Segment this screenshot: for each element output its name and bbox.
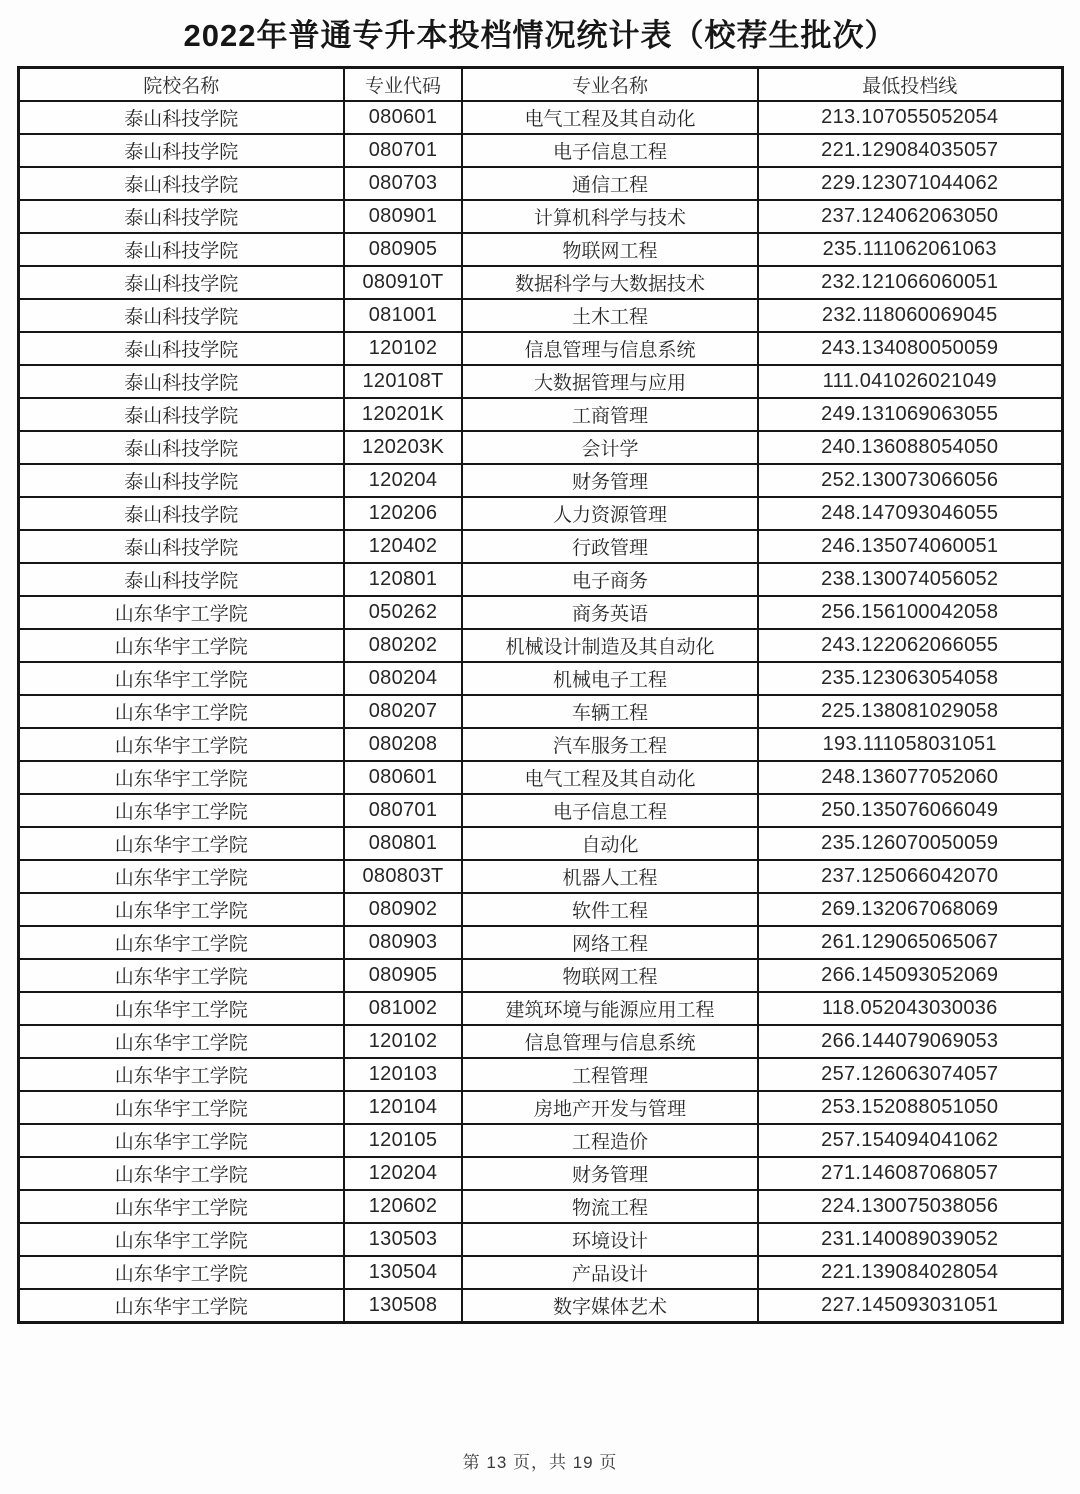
min-score-cell: 261.129065065067	[758, 926, 1062, 959]
min-score-cell: 235.123063054058	[758, 662, 1062, 695]
table-row	[18, 299, 1062, 332]
major-code-cell: 120102	[344, 1025, 462, 1058]
major-name-cell: 电子商务	[462, 563, 758, 596]
table-row	[18, 563, 1062, 596]
min-score-cell: 221.129084035057	[758, 134, 1062, 167]
major-code-cell: 120104	[344, 1091, 462, 1124]
major-code-cell: 120103	[344, 1058, 462, 1091]
institution-name-cell: 山东华宇工学院	[18, 1025, 344, 1058]
table-row	[18, 1256, 1062, 1289]
min-score-cell: 111.041026021049	[758, 365, 1062, 398]
min-score-cell: 246.135074060051	[758, 530, 1062, 563]
institution-name-cell: 泰山科技学院	[18, 101, 344, 134]
major-code-cell: 120204	[344, 464, 462, 497]
major-name-cell: 物联网工程	[462, 233, 758, 266]
major-name-cell: 信息管理与信息系统	[462, 1025, 758, 1058]
institution-name-cell: 山东华宇工学院	[18, 596, 344, 629]
major-name-cell: 数据科学与大数据技术	[462, 266, 758, 299]
major-name-cell: 工程造价	[462, 1124, 758, 1157]
min-score-cell: 269.132067068069	[758, 893, 1062, 926]
min-score-cell: 235.111062061063	[758, 233, 1062, 266]
header-min-score-line: 最低投档线	[758, 68, 1062, 102]
major-name-cell: 机械电子工程	[462, 662, 758, 695]
table-row	[18, 1124, 1062, 1157]
table-row	[18, 992, 1062, 1025]
institution-name-cell: 山东华宇工学院	[18, 1058, 344, 1091]
institution-name-cell: 山东华宇工学院	[18, 893, 344, 926]
major-code-cell: 130504	[344, 1256, 462, 1289]
min-score-cell: 229.123071044062	[758, 167, 1062, 200]
major-code-cell: 120602	[344, 1190, 462, 1223]
major-code-cell: 130503	[344, 1223, 462, 1256]
institution-name-cell: 泰山科技学院	[18, 266, 344, 299]
major-name-cell: 人力资源管理	[462, 497, 758, 530]
min-score-cell: 237.125066042070	[758, 860, 1062, 893]
major-code-cell: 050262	[344, 596, 462, 629]
min-score-cell: 240.136088054050	[758, 431, 1062, 464]
institution-name-cell: 泰山科技学院	[18, 431, 344, 464]
major-code-cell: 080703	[344, 167, 462, 200]
table-row	[18, 794, 1062, 827]
major-code-cell: 080910T	[344, 266, 462, 299]
institution-name-cell: 泰山科技学院	[18, 233, 344, 266]
major-name-cell: 大数据管理与应用	[462, 365, 758, 398]
table-row	[18, 167, 1062, 200]
table-row	[18, 464, 1062, 497]
major-name-cell: 工程管理	[462, 1058, 758, 1091]
table-row	[18, 431, 1062, 464]
min-score-cell: 193.111058031051	[758, 728, 1062, 761]
table-row	[18, 662, 1062, 695]
table-row	[18, 365, 1062, 398]
major-code-cell: 120204	[344, 1157, 462, 1190]
institution-name-cell: 山东华宇工学院	[18, 1223, 344, 1256]
major-name-cell: 机器人工程	[462, 860, 758, 893]
major-code-cell: 080204	[344, 662, 462, 695]
institution-name-cell: 山东华宇工学院	[18, 794, 344, 827]
major-name-cell: 工商管理	[462, 398, 758, 431]
table-row	[18, 1091, 1062, 1124]
table-row	[18, 1058, 1062, 1091]
major-name-cell: 通信工程	[462, 167, 758, 200]
min-score-cell: 266.144079069053	[758, 1025, 1062, 1058]
major-code-cell: 120108T	[344, 365, 462, 398]
table-header-row	[18, 68, 1062, 102]
major-code-cell: 130508	[344, 1289, 462, 1323]
min-score-cell: 248.136077052060	[758, 761, 1062, 794]
institution-name-cell: 山东华宇工学院	[18, 695, 344, 728]
table-row	[18, 629, 1062, 662]
min-score-cell: 257.154094041062	[758, 1124, 1062, 1157]
major-code-cell: 081002	[344, 992, 462, 1025]
institution-name-cell: 山东华宇工学院	[18, 728, 344, 761]
table-row	[18, 827, 1062, 860]
table-row	[18, 398, 1062, 431]
institution-name-cell: 山东华宇工学院	[18, 761, 344, 794]
table-row	[18, 761, 1062, 794]
institution-name-cell: 山东华宇工学院	[18, 1289, 344, 1323]
table-row	[18, 530, 1062, 563]
table-row	[18, 1190, 1062, 1223]
institution-name-cell: 山东华宇工学院	[18, 1190, 344, 1223]
institution-name-cell: 山东华宇工学院	[18, 1091, 344, 1124]
institution-name-cell: 山东华宇工学院	[18, 959, 344, 992]
major-name-cell: 汽车服务工程	[462, 728, 758, 761]
table-row	[18, 596, 1062, 629]
table-row	[18, 134, 1062, 167]
institution-name-cell: 山东华宇工学院	[18, 662, 344, 695]
table-row	[18, 1025, 1062, 1058]
min-score-cell: 250.135076066049	[758, 794, 1062, 827]
major-name-cell: 产品设计	[462, 1256, 758, 1289]
major-name-cell: 网络工程	[462, 926, 758, 959]
min-score-cell: 231.140089039052	[758, 1223, 1062, 1256]
institution-name-cell: 泰山科技学院	[18, 365, 344, 398]
min-score-cell: 232.118060069045	[758, 299, 1062, 332]
institution-name-cell: 泰山科技学院	[18, 332, 344, 365]
institution-name-cell: 泰山科技学院	[18, 167, 344, 200]
table-row	[18, 728, 1062, 761]
min-score-cell: 238.130074056052	[758, 563, 1062, 596]
table-row	[18, 893, 1062, 926]
major-code-cell: 120402	[344, 530, 462, 563]
institution-name-cell: 山东华宇工学院	[18, 860, 344, 893]
major-name-cell: 数字媒体艺术	[462, 1289, 758, 1323]
major-name-cell: 建筑环境与能源应用工程	[462, 992, 758, 1025]
institution-name-cell: 山东华宇工学院	[18, 1256, 344, 1289]
institution-name-cell: 山东华宇工学院	[18, 1124, 344, 1157]
min-score-cell: 271.146087068057	[758, 1157, 1062, 1190]
table-row	[18, 1157, 1062, 1190]
institution-name-cell: 泰山科技学院	[18, 530, 344, 563]
institution-name-cell: 泰山科技学院	[18, 464, 344, 497]
major-code-cell: 080905	[344, 233, 462, 266]
table-row	[18, 860, 1062, 893]
table-row	[18, 1289, 1062, 1323]
min-score-cell: 257.126063074057	[758, 1058, 1062, 1091]
major-name-cell: 房地产开发与管理	[462, 1091, 758, 1124]
min-score-cell: 227.145093031051	[758, 1289, 1062, 1323]
major-name-cell: 财务管理	[462, 464, 758, 497]
major-name-cell: 物流工程	[462, 1190, 758, 1223]
min-score-cell: 243.134080050059	[758, 332, 1062, 365]
min-score-cell: 235.126070050059	[758, 827, 1062, 860]
min-score-cell: 213.107055052054	[758, 101, 1062, 134]
major-code-cell: 081001	[344, 299, 462, 332]
major-name-cell: 电气工程及其自动化	[462, 761, 758, 794]
header-institution-name: 院校名称	[18, 68, 344, 102]
institution-name-cell: 泰山科技学院	[18, 134, 344, 167]
min-score-cell: 224.130075038056	[758, 1190, 1062, 1223]
major-code-cell: 080801	[344, 827, 462, 860]
major-name-cell: 车辆工程	[462, 695, 758, 728]
major-name-cell: 自动化	[462, 827, 758, 860]
major-code-cell: 120201K	[344, 398, 462, 431]
major-name-cell: 会计学	[462, 431, 758, 464]
major-code-cell: 080701	[344, 134, 462, 167]
institution-name-cell: 山东华宇工学院	[18, 827, 344, 860]
min-score-cell: 252.130073066056	[758, 464, 1062, 497]
table-row	[18, 497, 1062, 530]
major-code-cell: 080207	[344, 695, 462, 728]
table-row	[18, 266, 1062, 299]
major-name-cell: 物联网工程	[462, 959, 758, 992]
major-code-cell: 120801	[344, 563, 462, 596]
major-name-cell: 财务管理	[462, 1157, 758, 1190]
major-code-cell: 080202	[344, 629, 462, 662]
major-name-cell: 计算机科学与技术	[462, 200, 758, 233]
page-number-footer: 第 13 页，共 19 页	[462, 1453, 618, 1472]
table-row	[18, 1223, 1062, 1256]
major-name-cell: 土木工程	[462, 299, 758, 332]
admission-score-table	[17, 66, 1064, 1324]
major-name-cell: 电子信息工程	[462, 134, 758, 167]
min-score-cell: 248.147093046055	[758, 497, 1062, 530]
table-body	[18, 101, 1062, 1323]
major-name-cell: 电气工程及其自动化	[462, 101, 758, 134]
header-major-code: 专业代码	[344, 68, 462, 102]
min-score-cell: 243.122062066055	[758, 629, 1062, 662]
institution-name-cell: 泰山科技学院	[18, 299, 344, 332]
major-code-cell: 120105	[344, 1124, 462, 1157]
institution-name-cell: 泰山科技学院	[18, 200, 344, 233]
major-code-cell: 080803T	[344, 860, 462, 893]
major-code-cell: 120203K	[344, 431, 462, 464]
major-code-cell: 080601	[344, 101, 462, 134]
major-code-cell: 080208	[344, 728, 462, 761]
major-name-cell: 商务英语	[462, 596, 758, 629]
min-score-cell: 249.131069063055	[758, 398, 1062, 431]
institution-name-cell: 山东华宇工学院	[18, 992, 344, 1025]
table-row	[18, 101, 1062, 134]
institution-name-cell: 泰山科技学院	[18, 497, 344, 530]
major-name-cell: 信息管理与信息系统	[462, 332, 758, 365]
page-title: 2022年普通专升本投档情况统计表（校荐生批次）	[183, 18, 897, 53]
major-code-cell: 080901	[344, 200, 462, 233]
major-code-cell: 080701	[344, 794, 462, 827]
major-code-cell: 080905	[344, 959, 462, 992]
institution-name-cell: 山东华宇工学院	[18, 926, 344, 959]
min-score-cell: 232.121066060051	[758, 266, 1062, 299]
major-name-cell: 机械设计制造及其自动化	[462, 629, 758, 662]
institution-name-cell: 泰山科技学院	[18, 563, 344, 596]
min-score-cell: 118.052043030036	[758, 992, 1062, 1025]
min-score-cell: 225.138081029058	[758, 695, 1062, 728]
table-row	[18, 695, 1062, 728]
table-row	[18, 233, 1062, 266]
table-row	[18, 332, 1062, 365]
major-code-cell: 080903	[344, 926, 462, 959]
min-score-cell: 253.152088051050	[758, 1091, 1062, 1124]
table-row	[18, 200, 1062, 233]
major-name-cell: 软件工程	[462, 893, 758, 926]
institution-name-cell: 山东华宇工学院	[18, 1157, 344, 1190]
table-row	[18, 959, 1062, 992]
min-score-cell: 221.139084028054	[758, 1256, 1062, 1289]
min-score-cell: 266.145093052069	[758, 959, 1062, 992]
major-name-cell: 环境设计	[462, 1223, 758, 1256]
major-name-cell: 电子信息工程	[462, 794, 758, 827]
min-score-cell: 256.156100042058	[758, 596, 1062, 629]
table-row	[18, 926, 1062, 959]
institution-name-cell: 山东华宇工学院	[18, 629, 344, 662]
min-score-cell: 237.124062063050	[758, 200, 1062, 233]
major-code-cell: 120102	[344, 332, 462, 365]
header-major-name: 专业名称	[462, 68, 758, 102]
major-code-cell: 080601	[344, 761, 462, 794]
major-code-cell: 120206	[344, 497, 462, 530]
major-code-cell: 080902	[344, 893, 462, 926]
institution-name-cell: 泰山科技学院	[18, 398, 344, 431]
major-name-cell: 行政管理	[462, 530, 758, 563]
